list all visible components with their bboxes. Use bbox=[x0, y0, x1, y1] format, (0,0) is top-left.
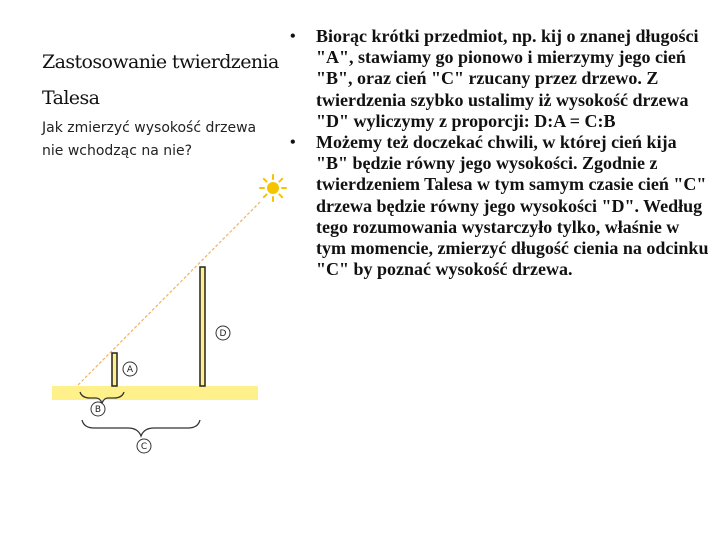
sun-icon bbox=[260, 175, 286, 201]
slide-title: Zastosowanie twierdzenia Talesa bbox=[42, 51, 279, 109]
svg-text:D: D bbox=[219, 329, 227, 339]
label-b bbox=[91, 402, 105, 416]
ground bbox=[52, 386, 258, 400]
content-body bbox=[290, 26, 710, 280]
sun-ray bbox=[76, 202, 260, 387]
svg-text:C: C bbox=[140, 442, 148, 452]
tree-pole-d bbox=[200, 267, 205, 386]
bullet-item bbox=[290, 26, 710, 132]
label-c bbox=[137, 439, 151, 453]
bullet-marker: • bbox=[290, 134, 296, 152]
svg-text:B: B bbox=[94, 405, 102, 415]
bullet-text: Biorąc krótki przedmiot, np. kij o znanej długości "A", stawiamy go pionowo i mierzymy jego cień "B", oraz cień "C" rzucany przez drzewo. Z twierdzenia szybko ustalimy iż wysokość drzewa "D" wyliczymy z proporcji: D:A = C:B bbox=[316, 26, 699, 131]
bullet-text: Możemy też doczekać chwili, w której cień kija "B" będzie równy jego wysokości. Zgodnie z twierdzeniem Talesa w tym samym czasie cień "C" drzewa będzie równy jego wysokości "D". Według tego rozumowania wystarczyło tylko, właśnie w tym momencie, zmierzyć długość cienia na odcinku "C" by poznać wysokość drzewa. bbox=[316, 132, 709, 280]
slide-subtitle: Jak zmierzyć wysokość drzewa nie wchodząc na nie? bbox=[42, 120, 257, 159]
svg-text:A: A bbox=[126, 365, 134, 375]
bullet-item bbox=[290, 132, 710, 280]
bullet-marker: • bbox=[290, 28, 296, 45]
thales-diagram bbox=[40, 160, 300, 470]
label-d bbox=[216, 326, 230, 340]
brace-c bbox=[82, 420, 200, 436]
stick-a bbox=[112, 353, 117, 386]
label-a bbox=[123, 362, 137, 376]
